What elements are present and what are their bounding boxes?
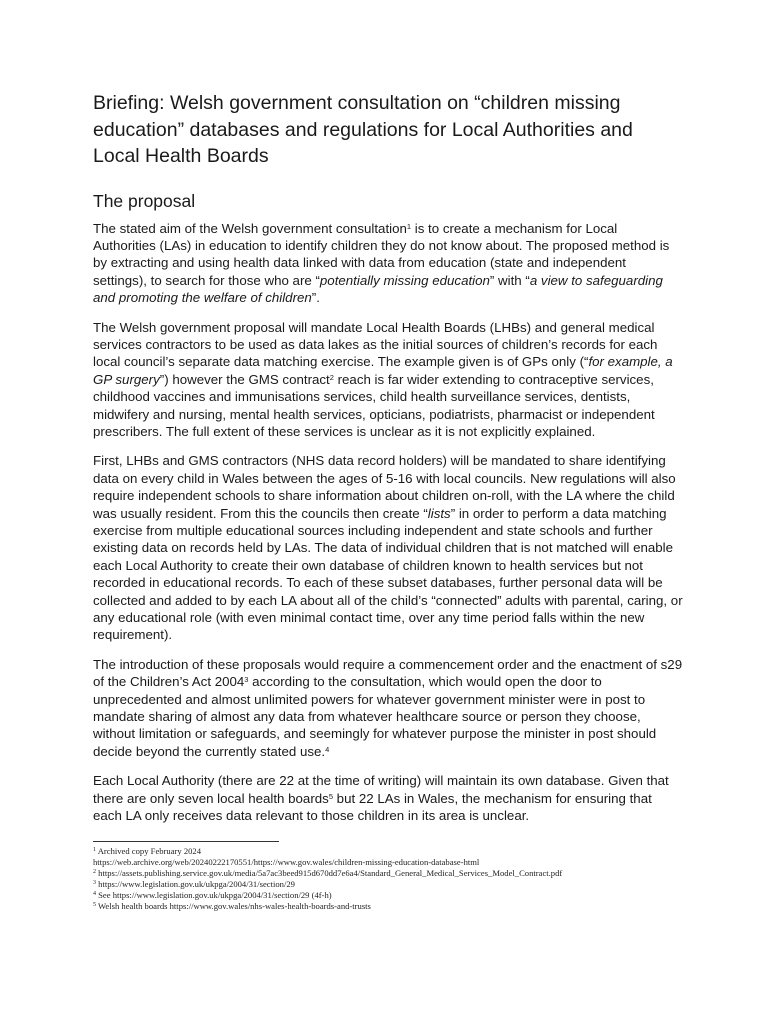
footnote-ref: 2 (329, 372, 334, 382)
footnote-text: https://assets.publishing.service.gov.uk/media/5a7ac3beed915d670dd7e6a4/Standard_General_Medical_Services_Model_Contract.pdf (98, 867, 563, 878)
text: reach is far wider extending to contraceptive services, childhood vaccines and immunisations services, child health surveillance services, dentists, midwifery and nursing, mental health services, opticians, podiatrists, pharmacist or independent prescribers. The full extent of these services is unclear as it is not explicitly explained. (93, 371, 655, 439)
document-page (93, 90, 683, 912)
footnote-divider (93, 841, 279, 842)
footnote-number: 5 (93, 901, 96, 908)
text: ” with “ (489, 272, 530, 288)
footnote-number: 3 (93, 879, 96, 886)
footnote-text: See https://www.legislation.gov.uk/ukpga/2004/31/section/29 (4f-h) (98, 889, 332, 900)
paragraph-4 (93, 656, 683, 760)
footnote (93, 890, 683, 901)
text: First, LHBs and GMS contractors (NHS data record holders) will be mandated to share identifying data on every child in Wales between the ages of 5-16 with local councils. New regulations will also require independent schools to share information about children on-roll, with the LA where the child was usually resident. From this the councils then create “ (93, 453, 676, 521)
footnote (93, 868, 683, 879)
section-heading: The proposal (93, 190, 196, 211)
footnotes (93, 846, 683, 912)
text: The introduction of these proposals would require a commencement order and the enactment of s29 of the Children’s Act 2004 (93, 656, 683, 690)
footnote-number: 1 (93, 846, 96, 853)
footnote-ref: 3 (244, 675, 249, 685)
document-title: Briefing: Welsh government consultation on “children missing education” databases and regulations for Local Authorities and Local Health Boards (93, 92, 633, 167)
text: is to create a mechanism for Local Authorities (LAs) in education to identify children they do not know about. The proposed method is by extracting and using health data linked with data from education (state and independent settings), to search for those who are “ (93, 220, 670, 288)
quote: potentially missing education (319, 272, 490, 288)
footnote-ref: 4 (325, 744, 330, 754)
footnote (93, 879, 683, 890)
footnote-text: Archived copy February 2024 (97, 845, 202, 856)
text: Each Local Authority (there are 22 at the time of writing) will maintain its own database. Given that there are only seven local health boards (93, 773, 669, 806)
footnote-text: Welsh health boards https://www.gov.wales/nhs-wales-health-boards-and-trusts (98, 900, 371, 911)
quote: for example, a GP surgery (93, 354, 673, 387)
paragraph-1 (93, 220, 683, 307)
footnote (93, 857, 683, 868)
paragraph-5 (93, 772, 683, 824)
footnote (93, 901, 683, 912)
footnote (93, 846, 683, 857)
text: ”) however the GMS contract (159, 371, 330, 387)
footnote-text: https://www.legislation.gov.uk/ukpga/2004/31/section/29 (98, 878, 295, 889)
quote: lists (427, 505, 451, 521)
footnote-number: 4 (93, 890, 96, 897)
paragraph-3 (93, 452, 683, 643)
footnote-ref: 5 (328, 791, 333, 801)
text: according to the consultation, which would open the door to unprecedented and almost unlimited powers for whatever government minister were in post to mandate sharing of almost any data from whatever healthcare source or person they choose, without limitation or safeguards, and seemingly for whatever purpose the minister in post should decide beyond the currently stated use. (93, 674, 657, 759)
text: but 22 LAs in Wales, the mechanism for ensuring that each LA only receives data relevant to those children in its area is unclear. (93, 790, 652, 824)
quote: a view to safeguarding and promoting the welfare of children (93, 272, 663, 306)
text: The stated aim of the Welsh government consultation (93, 220, 407, 236)
footnote-text: https://web.archive.org/web/20240222170551/https://www.gov.wales/children-missing-education-database-html (93, 856, 480, 867)
text: ”. (311, 290, 320, 306)
text: ” in order to perform a data matching exercise from multiple educational sources including independent and state schools and further existing data on records held by LAs. The data of individual children that is not matched will enable each Local Authority to create their own database of children known to health services but not recorded in educational records. To each of these subset databases, further personal data will be collected and added to by each LA about all of the child’s “connected” adults with parental, caring, or any educational role (with even minimal contact time, over any time period falls within the new requirement). (93, 505, 683, 643)
text: The Welsh government proposal will mandate Local Health Boards (LHBs) and general medical services contractors to be used as data lakes as the initial sources of children’s records for each local council’s separate data matching exercise. The example given is of GPs only (“ (93, 319, 658, 370)
footnote-ref: 1 (406, 221, 412, 231)
paragraph-2 (93, 319, 683, 441)
footnote-number: 2 (93, 868, 96, 875)
